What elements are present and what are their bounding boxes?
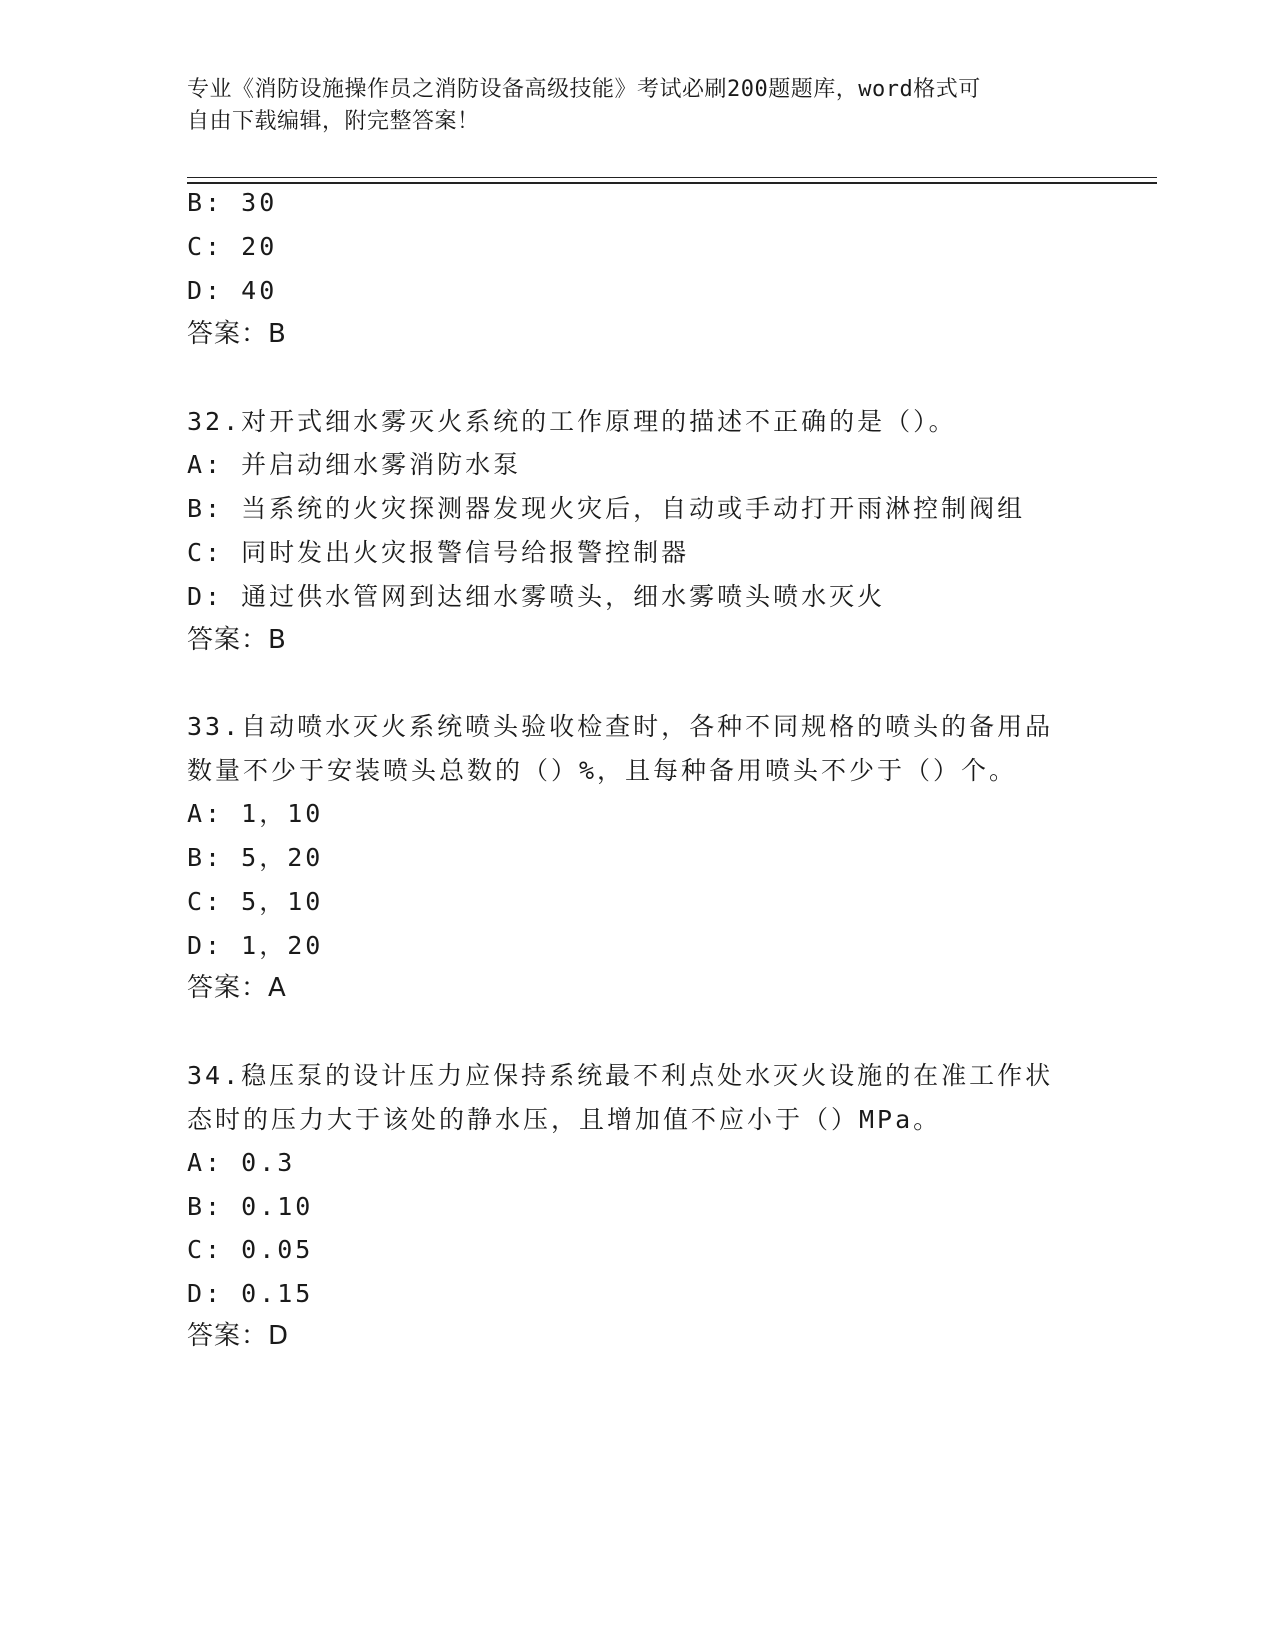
q33-option-d: D: 1，20 (187, 931, 324, 960)
q34-option-d: D: 0.15 (187, 1279, 314, 1308)
q34-answer: 答案：D (187, 1321, 290, 1351)
q32-option-d: D: 通过供水管网到达细水雾喷头，细水雾喷头喷水灭火 (187, 582, 886, 611)
prev-option-c: C: 20 (187, 232, 278, 261)
q34-stem-line-1: 34.稳压泵的设计压力应保持系统最不利点处水灭火设施的在准工作状 (187, 1061, 1054, 1090)
prev-option-d: D: 40 (187, 276, 278, 305)
q33-stem-line-2: 数量不少于安装喷头总数的（）%，且每种备用喷头不少于（）个。 (187, 756, 1018, 785)
q34-option-c: C: 0.05 (187, 1235, 314, 1264)
q32-option-a: A: 并启动细水雾消防水泵 (187, 450, 522, 479)
q33-stem-line-1: 33.自动喷水灭火系统喷头验收检查时，各种不同规格的喷头的备用品 (187, 712, 1054, 741)
prev-answer: 答案：B (187, 319, 287, 349)
q32-stem: 32.对开式细水雾灭火系统的工作原理的描述不正确的是（）。 (187, 407, 957, 436)
q33-option-c: C: 5，10 (187, 887, 324, 916)
header-divider-thick (187, 182, 1157, 184)
q33-option-b: B: 5，20 (187, 843, 324, 872)
q33-answer: 答案：A (187, 973, 287, 1003)
header-line-2: 自由下载编辑，附完整答案！ (187, 109, 480, 134)
q32-answer: 答案：B (187, 625, 287, 655)
prev-option-b: B: 30 (187, 188, 278, 217)
q32-option-b: B: 当系统的火灾探测器发现火灾后，自动或手动打开雨淋控制阀组 (187, 494, 1026, 523)
q33-option-a: A: 1，10 (187, 799, 324, 828)
q34-stem-line-2: 态时的压力大于该处的静水压，且增加值不应小于（）MPa。 (187, 1105, 942, 1134)
q32-option-c: C: 同时发出火灾报警信号给报警控制器 (187, 538, 690, 567)
q34-option-b: B: 0.10 (187, 1192, 314, 1221)
document-header (187, 74, 1087, 138)
q34-option-a: A: 0.3 (187, 1148, 296, 1177)
header-divider-thin (187, 177, 1157, 178)
header-line-1: 专业《消防设施操作员之消防设备高级技能》考试必刷200题题库，word格式可 (187, 77, 981, 102)
